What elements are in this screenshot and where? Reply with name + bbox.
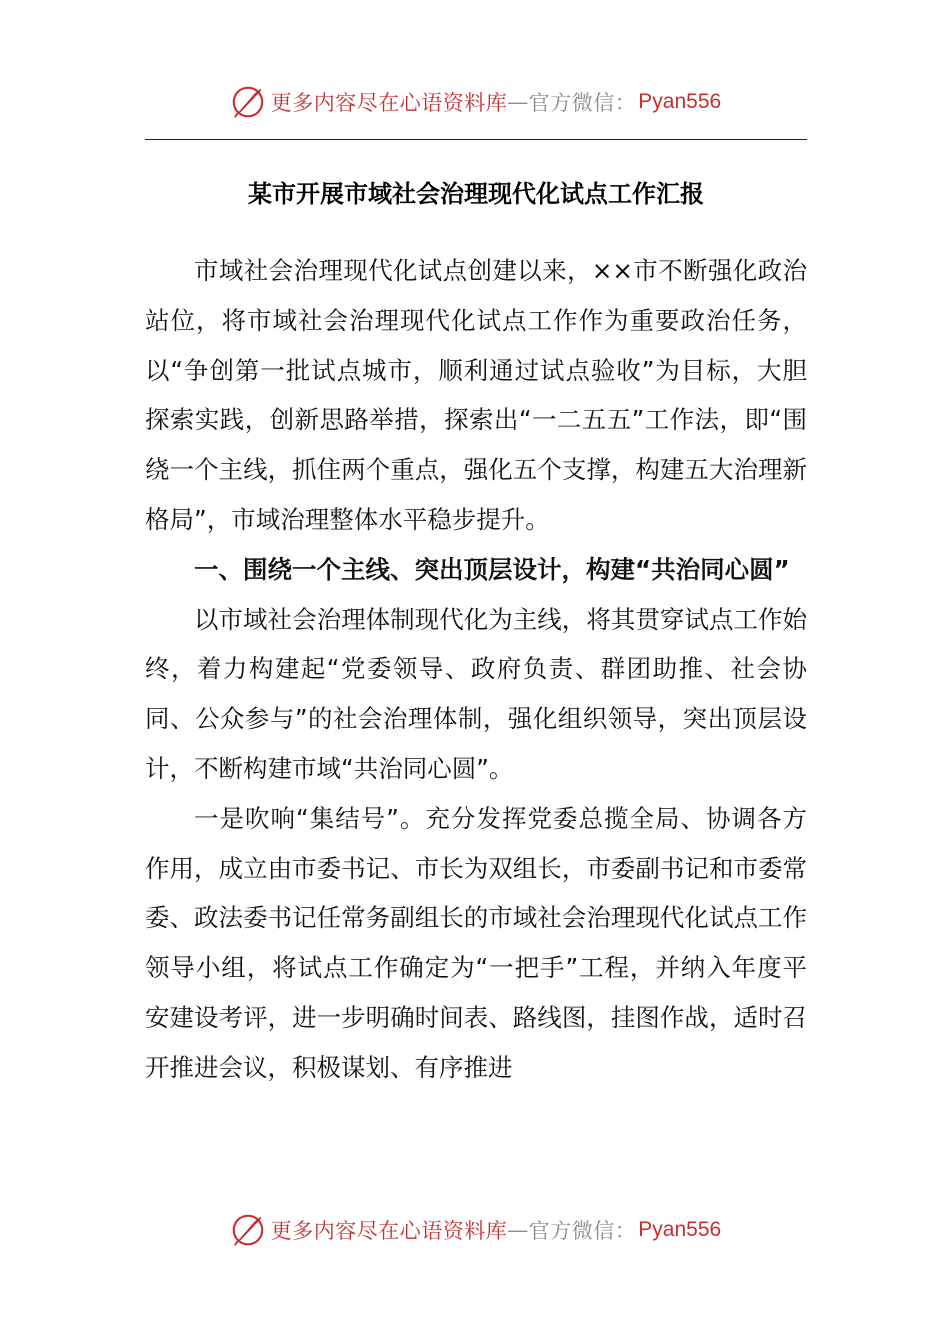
watermark-label: 官方微信： [528, 91, 637, 115]
watermark-main-text: 更多内容尽在心语资料库 [270, 1219, 508, 1243]
section-heading: 一、围绕一个主线、突出顶层设计，构建“共治同心圆” [194, 554, 790, 584]
watermark-dash: — [507, 90, 529, 114]
body-paragraph: 一是吹响“集结号”。充分发挥党委总揽全局、协调各方作用，成立由市委书记、市长为双组长，市委副书记和市委常委、政法委书记任常务副组长的市域社会治理现代化试点工作领导小组，将试点工作确定为“一把手”工程，并纳入年度平安建设考评，进一步明确时间表、路线图，挂图作战，适时召开推进会议，积极谋划、有序推进 [145, 803, 807, 1082]
header-watermark [0, 82, 950, 122]
watermark-main-text: 更多内容尽在心语资料库 [270, 91, 508, 115]
watermark-wechat-handle: Pyan556 [638, 90, 722, 113]
footer-watermark [0, 1210, 950, 1250]
document-title: 某市开展市域社会治理现代化试点工作汇报 [248, 179, 704, 208]
watermark-label: 官方微信： [528, 1219, 637, 1243]
quill-pen-circle-icon [229, 83, 267, 121]
watermark-wechat-handle: Pyan556 [638, 1218, 722, 1241]
watermark-dash: — [507, 1218, 529, 1242]
body-paragraph: 以市域社会治理体制现代化为主线，将其贯穿试点工作始终，着力构建起“党委领导、政府负责、群团助推、社会协同、公众参与”的社会治理体制，强化组织领导，突出顶层设计，不断构建市域“共治同心圆”。 [145, 604, 807, 783]
quill-pen-circle-icon [229, 1211, 267, 1249]
intro-paragraph: 市域社会治理现代化试点创建以来，××市不断强化政治站位，将市域社会治理现代化试点工作作为重要政治任务，以“争创第一批试点城市，顺利通过试点验收”为目标，大胆探索实践，创新思路举措，探索出“一二五五”工作法，即“围绕一个主线，抓住两个重点，强化五个支撑，构建五大治理新格局”，市域治理整体水平稳步提升。 [145, 256, 807, 534]
header-divider [145, 139, 807, 140]
document-body [145, 246, 807, 1093]
